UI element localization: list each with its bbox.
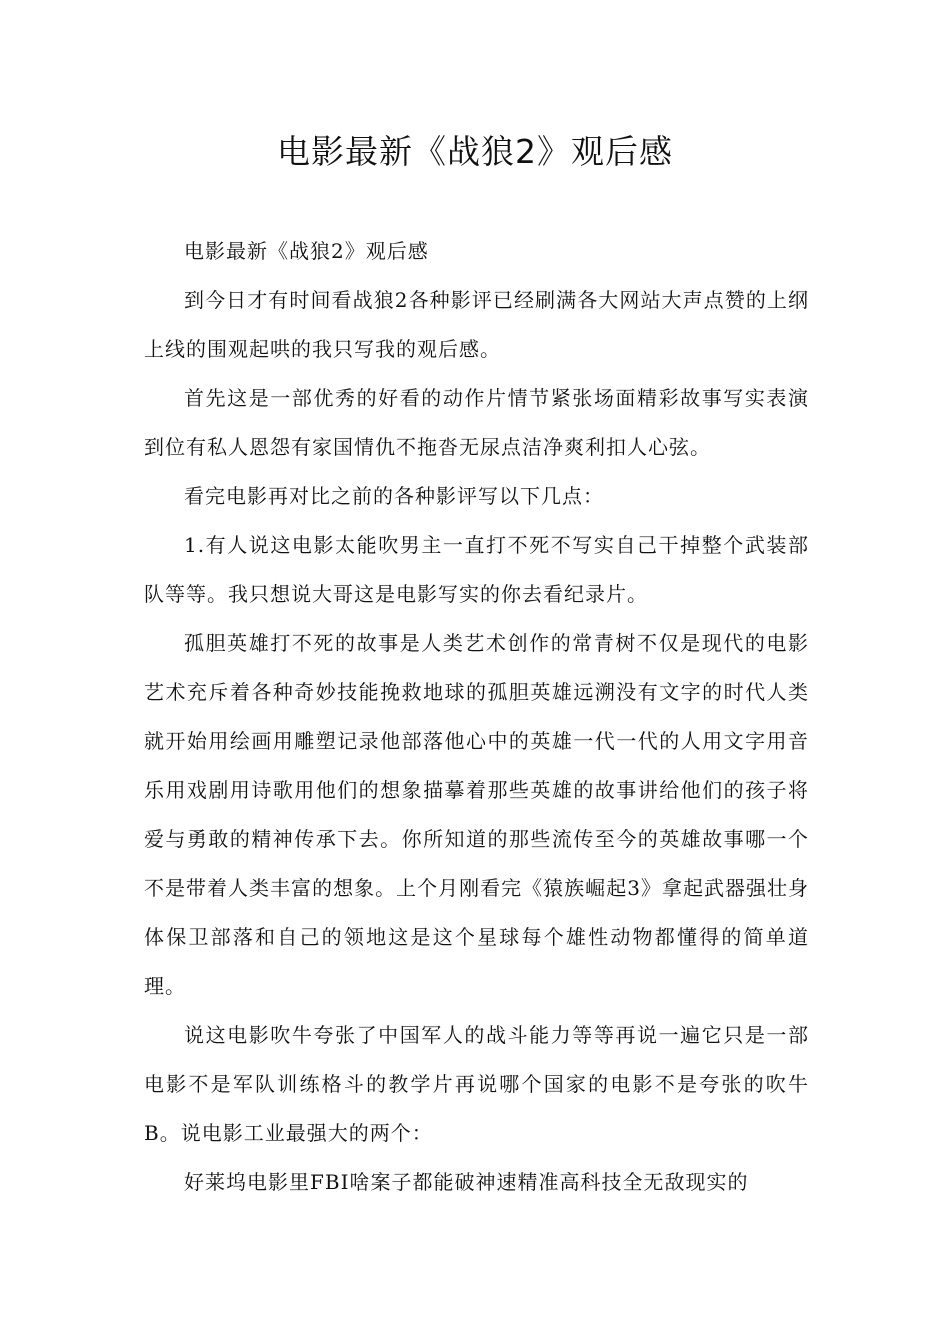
document-title: 电影最新《战狼2》观后感 (277, 132, 673, 171)
paragraph: 1.有人说这电影太能吹男主一直打不死不写实自己干掉整个武装部队等等。我只想说大哥这是电影写实的你去看纪录片。 (144, 533, 809, 606)
paragraph: 说这电影吹牛夸张了中国军人的战斗能力等等再说一遍它只是一部电影不是军队训练格斗的教学片再说哪个国家的电影不是夸张的吹牛B。说电影工业最强大的两个： (144, 1023, 809, 1145)
paragraph: 好莱坞电影里FBI啥案子都能破神速精准高科技全无敌现实的 (184, 1170, 749, 1194)
paragraph: 看完电影再对比之前的各种影评写以下几点： (184, 484, 604, 508)
paragraph: 首先这是一部优秀的好看的动作片情节紧张场面精彩故事写实表演到位有私人恩怨有家国情仇不拖沓无尿点洁净爽利扣人心弦。 (144, 386, 809, 459)
document-body (144, 227, 809, 1207)
paragraph: 电影最新《战狼2》观后感 (184, 239, 429, 263)
paragraph: 到今日才有时间看战狼2各种影评已经刷满各大网站大声点赞的上纲上线的围观起哄的我只写我的观后感。 (144, 288, 809, 361)
paragraph: 孤胆英雄打不死的故事是人类艺术创作的常青树不仅是现代的电影艺术充斥着各种奇妙技能挽救地球的孤胆英雄远溯没有文字的时代人类就开始用绘画用雕塑记录他部落他心中的英雄一代一代的人用文字用音乐用戏剧用诗歌用他们的想象描摹着那些英雄的故事讲给他们的孩子将爱与勇敢的精神传承下去。你所知道的那些流传至今的英雄故事哪一个不是带着人类丰富的想象。上个月刚看完《猿族崛起3》拿起武器强壮身体保卫部落和自己的领地这是这个星球每个雄性动物都懂得的简单道理。 (144, 631, 809, 998)
